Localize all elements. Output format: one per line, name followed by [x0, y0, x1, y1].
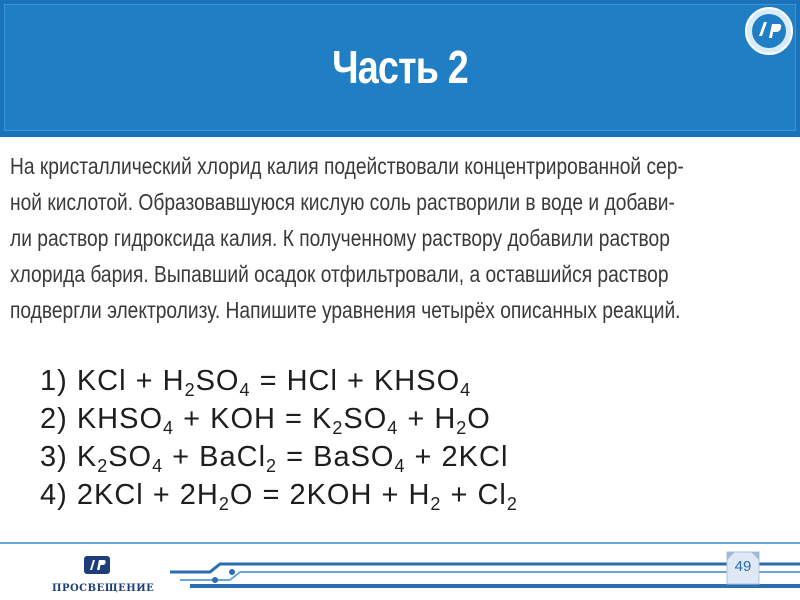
equations-list: [40, 362, 518, 514]
equation-subscript: 2: [430, 494, 442, 514]
page-number: 49: [734, 558, 752, 575]
equation-row: [40, 476, 518, 514]
publisher-logo: [52, 554, 155, 596]
institute-logo-icon: [744, 6, 794, 56]
equation-subscript: 2: [506, 494, 518, 514]
publisher-name: ПРОСВЕЩЕНИЕ: [52, 583, 155, 594]
equation-text: SO: [108, 441, 153, 473]
equation-text: SO: [195, 365, 240, 397]
equation-text: KCl: [76, 365, 127, 397]
equation-text: + Cl: [441, 479, 507, 511]
equation-text: K: [76, 441, 98, 473]
equation-subscript: 4: [163, 418, 175, 438]
equation-row: [40, 438, 518, 476]
equation-row: [40, 362, 518, 400]
equation-subscript: 2: [218, 494, 230, 514]
equation-number: 4): [40, 479, 77, 511]
equation-text: KHSO: [76, 403, 164, 435]
equation-text: = BaSO: [277, 441, 395, 473]
equation-number: 3): [40, 441, 77, 473]
equation-text: O: [467, 403, 491, 435]
slide-title: Часть 2: [332, 41, 468, 93]
equation-text: + KOH = K: [174, 403, 333, 435]
equation-subscript: 2: [266, 456, 278, 476]
equation-subscript: 2: [332, 418, 344, 438]
publisher-emblem-icon: [82, 554, 112, 576]
equation-text: = HCl + KHSO: [250, 365, 461, 397]
equation-subscript: 4: [387, 418, 399, 438]
equation-text: + 2KCl: [405, 441, 509, 473]
problem-line: ной кислотой. Образовавшуюся кислую соль растворили в воде и добави-: [10, 189, 675, 215]
equation-text: O = 2KOH + H: [229, 479, 431, 511]
equation-subscript: 4: [152, 456, 164, 476]
problem-line: На кристаллический хлорид калия подействовали концентрированной сер-: [10, 153, 684, 179]
problem-line: хлорида бария. Выпавший осадок отфильтровали, а оставшийся раствор: [10, 261, 669, 287]
equation-subscript: 2: [184, 380, 196, 400]
problem-statement: [10, 148, 792, 328]
equation-row: [40, 400, 518, 438]
equation-number: 2): [40, 403, 77, 435]
equation-subscript: 4: [394, 456, 406, 476]
equation-number: 1): [40, 365, 77, 397]
equation-subscript: 4: [239, 380, 251, 400]
equation-text: + H: [126, 365, 185, 397]
equation-text: + H: [398, 403, 457, 435]
problem-line: ли раствор гидроксида калия. К полученному раствору добавили раствор: [10, 225, 670, 251]
equation-text: SO: [343, 403, 388, 435]
equation-subscript: 4: [460, 380, 472, 400]
equation-text: + BaCl: [163, 441, 267, 473]
header-banner: [0, 0, 800, 137]
equation-subscript: 2: [97, 456, 109, 476]
problem-line: подвергли электролизу. Напишите уравнения четырёх описанных реакций.: [10, 297, 681, 323]
equation-text: 2KCl + 2H: [76, 479, 219, 511]
equation-subscript: 2: [456, 418, 468, 438]
